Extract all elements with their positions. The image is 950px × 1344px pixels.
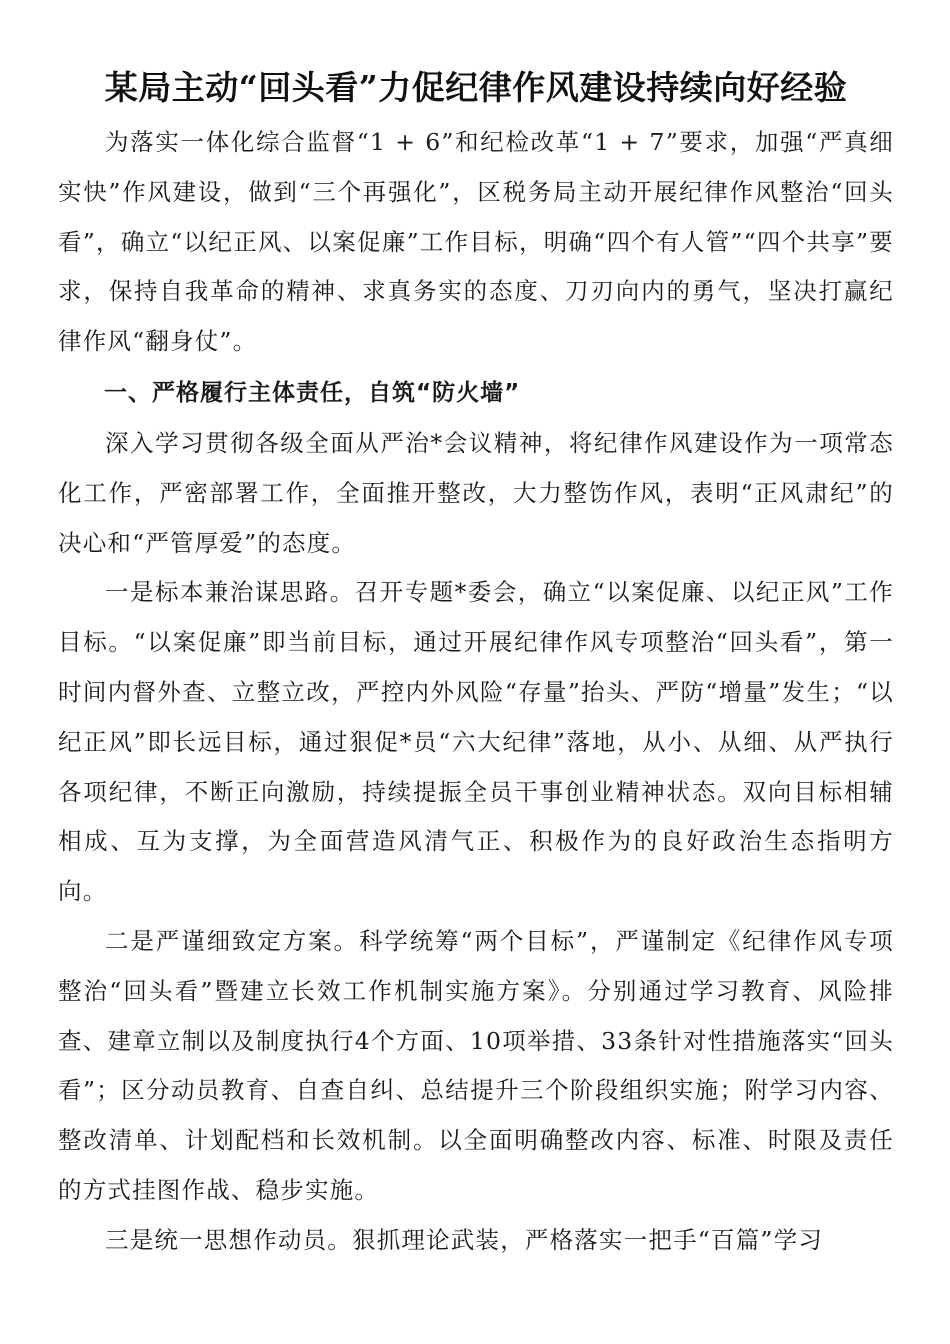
document-page [58, 62, 894, 1266]
point-2-paragraph: 二是严谨细致定方案。科学统筹“两个目标”，严谨制定《纪律作风专项整治“回头看”暨建立长效工作机制实施方案》。分别通过学习教育、风险排查、建章立制以及制度执行4个方面、10项举措、33条针对性措施落实“回头看”；区分动员教育、自查自纠、总结提升三个阶段组织实施；附学习内容、整改清单、计划配档和长效机制。以全面明确整改内容、标准、时限及责任的方式挂图作战、稳步实施。 [58, 926, 894, 1204]
section-1-paragraph: 深入学习贯彻各级全面从严治*会议精神，将纪律作风建设作为一项常态化工作，严密部署工作，全面推开整改，大力整饬作风，表明“正风肃纪”的决心和“严管厚爱”的态度。 [58, 428, 894, 557]
section-heading-1: 一、严格履行主体责任，自筑“防火墙” [104, 379, 521, 406]
point-3-paragraph: 三是统一思想作动员。狠抓理论武装，严格落实一把手“百篇”学习 [105, 1225, 824, 1254]
intro-paragraph: 为落实一体化综合监督“1 + 6”和纪检改革“1 + 7”要求，加强“严真细实快”作风建设，做到“三个再强化”，区税务局主动开展纪律作风整治“回头看”，确立“以纪正风、以案促廉”工作目标，明确“四个有人管”“四个共享”要求，保持自我革命的精神、求真务实的态度、刀刃向内的勇气，坚决打赢纪律作风“翻身仗”。 [58, 128, 894, 356]
document-title: 某局主动“回头看”力促纪律作风建设持续向好经验 [104, 68, 848, 107]
point-1-paragraph: 一是标本兼治谋思路。召开专题*委会，确立“以案促廉、以纪正风”工作目标。“以案促廉”即当前目标，通过开展纪律作风专项整治“回头看”，第一时间内督外查、立整立改，严控内外风险“存量”抬头、严防“增量”发生；“以纪正风”即长远目标，通过狠促*员“六大纪律”落地，从小、从细、从严执行各项纪律，不断正向激励，持续提振全员干事创业精神状态。双向目标相辅相成、互为支撑，为全面营造风清气正、积极作为的良好政治生态指明方向。 [58, 578, 894, 906]
